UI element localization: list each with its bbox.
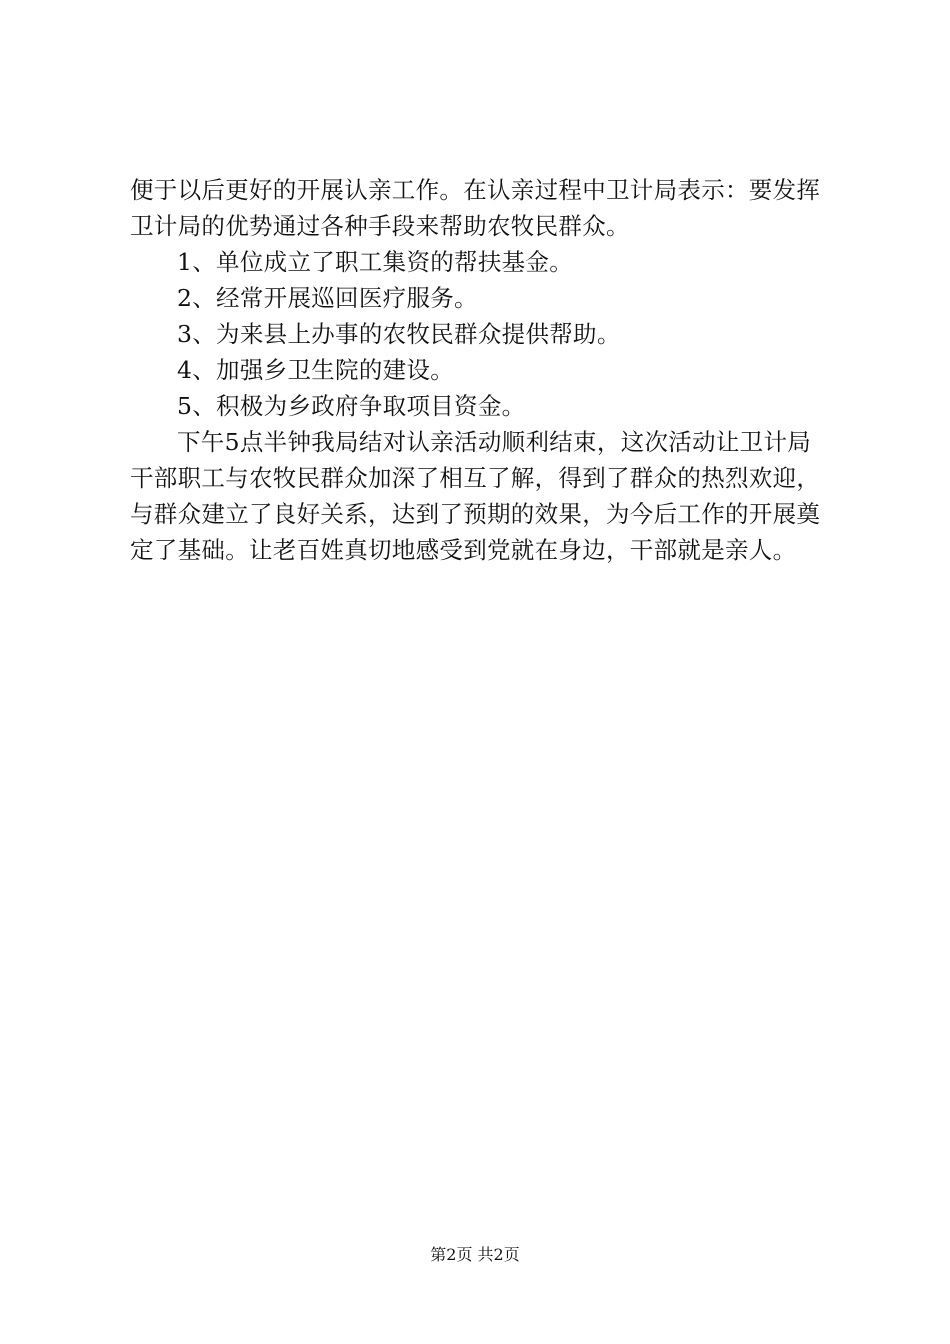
list-item-4: 4、加强乡卫生院的建设。 bbox=[177, 356, 455, 384]
list-item-3: 3、为来县上办事的农牧民群众提供帮助。 bbox=[177, 320, 621, 348]
page-number-footer: 第2页 共2页 bbox=[430, 1245, 520, 1264]
list-item-2: 2、经常开展巡回医疗服务。 bbox=[177, 284, 478, 312]
document-body bbox=[130, 172, 830, 568]
paragraph-conclusion: 下午5点半钟我局结对认亲活动顺利结束，这次活动让卫计局干部职工与农牧民群众加深了相互了解，得到了群众的热烈欢迎，与群众建立了良好关系，达到了预期的效果，为今后工作的开展奠定了基础。让老百姓真切地感受到党就在身边，干部就是亲人。 bbox=[130, 428, 821, 564]
paragraph-intro: 便于以后更好的开展认亲工作。在认亲过程中卫计局表示：要发挥卫计局的优势通过各种手段来帮助农牧民群众。 bbox=[130, 176, 821, 240]
list-item-1: 1、单位成立了职工集资的帮扶基金。 bbox=[177, 248, 574, 276]
list-item-5: 5、积极为乡政府争取项目资金。 bbox=[177, 392, 526, 420]
